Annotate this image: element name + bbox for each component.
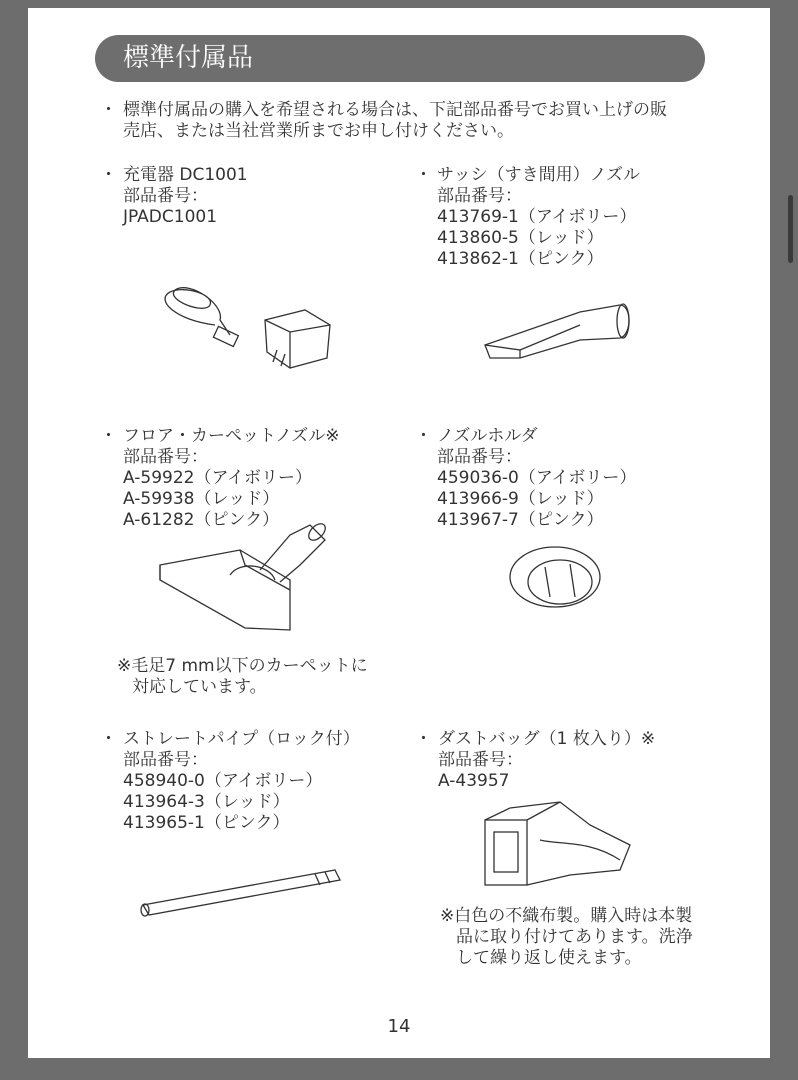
- part-number: A-59938（レッド）: [123, 489, 280, 509]
- item-straight-pipe: [123, 729, 360, 834]
- part-label: 部品番号：: [123, 186, 208, 206]
- item-floor-nozzle: [123, 426, 340, 531]
- item-nozzle-holder: [437, 426, 636, 531]
- item-dust-bag: [438, 729, 655, 792]
- part-number: 413862-1（ピンク）: [437, 249, 604, 269]
- bullet: ・: [100, 426, 117, 446]
- part-number: 413967-7（ピンク）: [437, 510, 604, 530]
- part-number: 413860-5（レッド）: [437, 228, 604, 248]
- item-name: ストレートパイプ（ロック付）: [123, 729, 360, 749]
- note-line: ※毛足7 mm以下のカーペットに: [117, 656, 368, 676]
- note-line: して繰り返し使えます。: [456, 948, 642, 968]
- dust-bag-illustration: [480, 800, 635, 895]
- floor-nozzle-illustration: [150, 520, 335, 640]
- item-charger: [123, 165, 248, 228]
- bullet: ・: [415, 426, 432, 446]
- charger-illustration: [155, 280, 340, 375]
- part-number: JPADC1001: [123, 207, 218, 227]
- part-number: A-43957: [438, 771, 510, 791]
- part-label: 部品番号：: [123, 750, 208, 770]
- part-label: 部品番号：: [437, 447, 522, 467]
- bullet: ・: [100, 100, 117, 120]
- section-title: 標準付属品: [95, 35, 705, 82]
- part-number: A-59922（アイボリー）: [123, 468, 312, 488]
- page-number: 14: [387, 1016, 411, 1037]
- item-name: ノズルホルダ: [437, 426, 538, 446]
- part-number: 459036-0（アイボリー）: [437, 468, 637, 488]
- part-number: 413769-1（アイボリー）: [437, 207, 637, 227]
- scrollbar[interactable]: [788, 195, 793, 263]
- item-name: サッシ（すき間用）ノズル: [437, 165, 640, 185]
- intro-line-2: 売店、または当社営業所までお申し付けください。: [123, 121, 514, 141]
- straight-pipe-illustration: [135, 860, 350, 920]
- bullet: ・: [415, 729, 432, 749]
- part-number: 413966-9（レッド）: [437, 489, 604, 509]
- item-sash-nozzle: [437, 165, 640, 270]
- part-label: 部品番号：: [438, 750, 523, 770]
- part-number: 458940-0（アイボリー）: [123, 771, 323, 791]
- bullet: ・: [100, 729, 117, 749]
- item-name: ダストバッグ（1 枚入り）※: [438, 729, 656, 749]
- bullet: ・: [415, 165, 432, 185]
- part-label: 部品番号：: [123, 447, 208, 467]
- part-number: 413964-3（レッド）: [123, 792, 290, 812]
- part-number: 413965-1（ピンク）: [123, 813, 290, 833]
- part-number: A-61282（ピンク）: [123, 510, 280, 530]
- intro-line-1: 標準付属品の購入を希望される場合は、下記部品番号でお買い上げの販: [123, 100, 667, 120]
- dust-bag-note: [440, 906, 693, 969]
- part-label: 部品番号：: [437, 186, 522, 206]
- item-name: 充電器 DC1001: [123, 165, 248, 185]
- floor-nozzle-note: [117, 656, 368, 698]
- note-line: 品に取り付けてあります。洗浄: [456, 927, 693, 947]
- note-line: ※白色の不織布製。購入時は本製: [440, 906, 693, 926]
- sash-nozzle-illustration: [480, 300, 635, 370]
- item-name: フロア・カーペットノズル※: [123, 426, 340, 446]
- note-line: 対応しています。: [132, 677, 267, 697]
- nozzle-holder-illustration: [505, 542, 605, 617]
- bullet: ・: [100, 165, 117, 185]
